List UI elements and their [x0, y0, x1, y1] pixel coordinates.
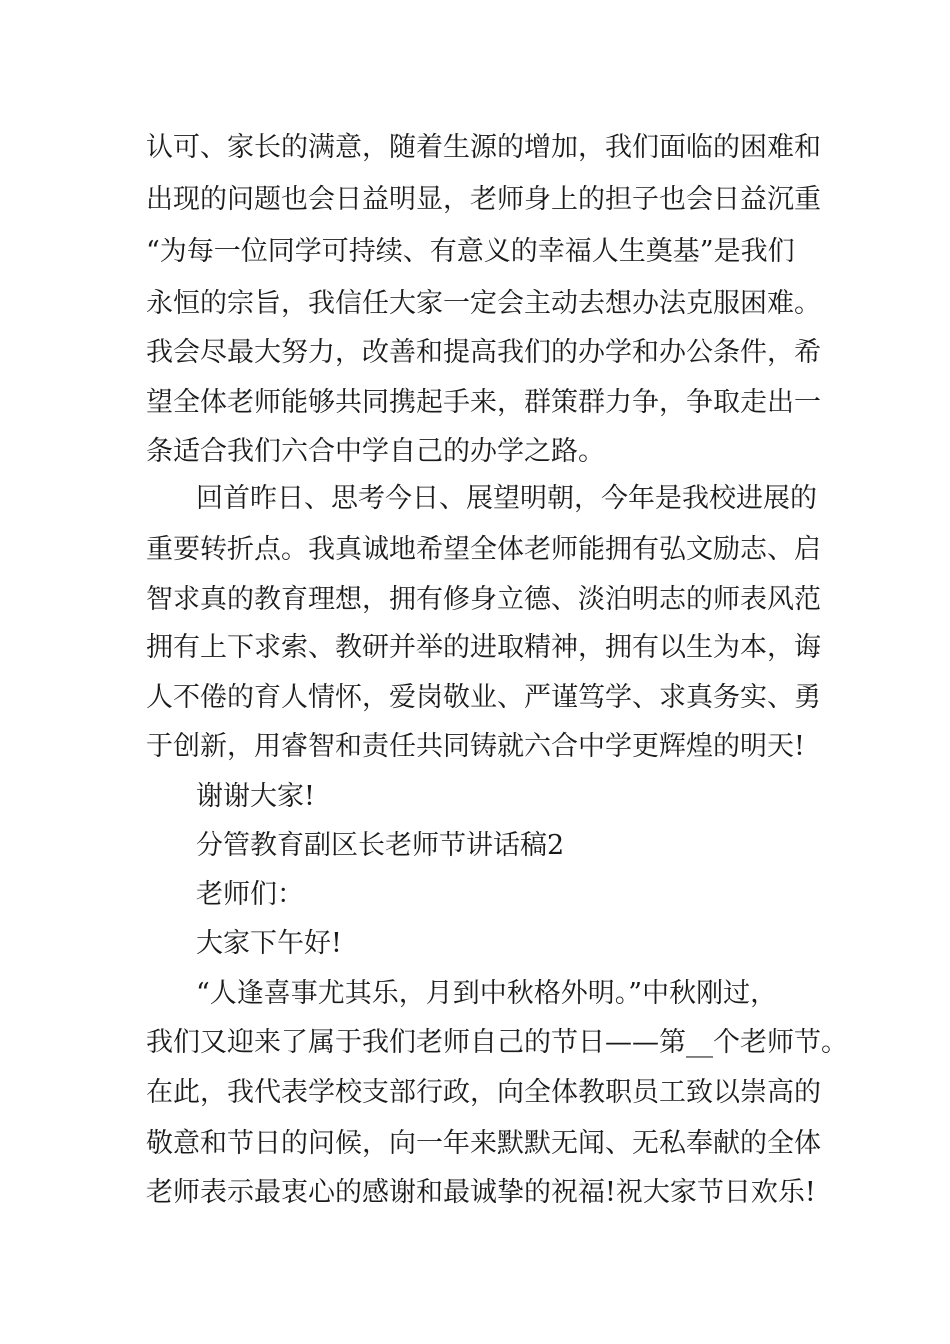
paragraph-start-line: “人逢喜事尤其乐，月到中秋格外明。”中秋刚过，: [196, 978, 778, 1009]
text-line: 我会尽最大努力，改善和提高我们的办学和办公条件，希: [146, 337, 821, 368]
text-line: 重要转折点。我真诚地希望全体老师能拥有弘文励志、启: [146, 534, 821, 565]
text-line: 条适合我们六合中学自己的办学之路。: [146, 436, 605, 467]
text-line: 人不倦的育人情怀，爱岗敬业、严谨笃学、求真务实、勇: [146, 682, 821, 713]
text-line: 于创新，用睿智和责任共同铸就六合中学更辉煌的明天!: [146, 731, 805, 762]
text-line: 敬意和节日的问候，向一年来默默无闻、无私奉献的全体: [146, 1128, 821, 1159]
salutation-line: 老师们：: [196, 879, 304, 910]
text-line: 出现的问题也会日益明显，老师身上的担子也会日益沉重: [146, 184, 821, 215]
section-title: 分管教育副区长老师节讲话稿2: [196, 830, 565, 861]
text-line: 我们又迎来了属于我们老师自己的节日——第__个老师节。: [146, 1027, 848, 1058]
text-line: 老师表示最衷心的感谢和最诚挚的祝福!祝大家节日欢乐!: [146, 1177, 816, 1208]
text-line: 智求真的教育理想，拥有修身立德、淡泊明志的师表风范: [146, 584, 821, 615]
paragraph-start-line: 回首昨日、思考今日、展望明朝，今年是我校进展的: [196, 483, 817, 514]
text-line: 望全体老师能够共同携起手来，群策群力争，争取走出一: [146, 387, 821, 418]
greeting-line: 大家下午好!: [196, 928, 342, 959]
text-line: 在此，我代表学校支部行政，向全体教职员工致以崇高的: [146, 1077, 821, 1108]
text-line: 认可、家长的满意，随着生源的增加，我们面临的困难和: [146, 132, 821, 163]
text-line: 拥有上下求索、教研并举的进取精神，拥有以生为本，诲: [146, 632, 821, 663]
thanks-line: 谢谢大家!: [196, 781, 315, 812]
text-line: 永恒的宗旨，我信任大家一定会主动去想办法克服困难。: [146, 288, 821, 319]
text-line: “为每一位同学可持续、有意义的幸福人生奠基”是我们: [146, 236, 795, 267]
